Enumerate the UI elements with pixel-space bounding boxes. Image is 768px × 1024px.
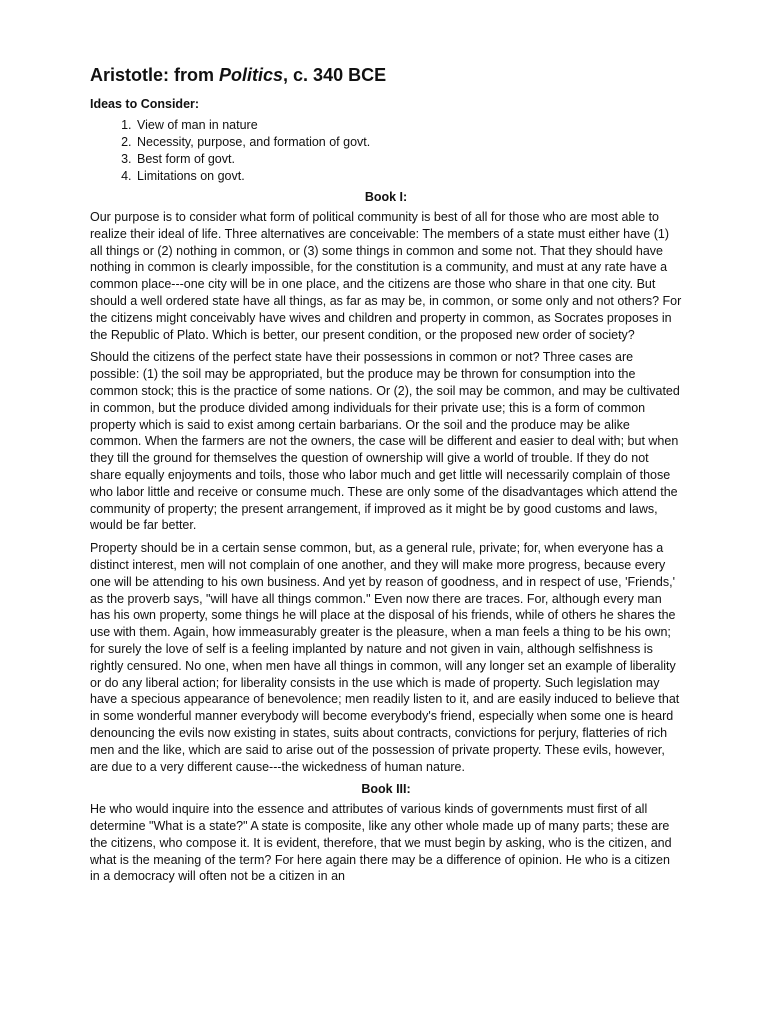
ideas-list-item: 2. Necessity, purpose, and formation of govt. [135, 134, 682, 151]
title-prefix: Aristotle: from [90, 65, 220, 85]
book-1-paragraph: Our purpose is to consider what form of political community is best of all for those who are most able to realize their ideal of life. Three alternatives are conceivable: The members of a state must either have (1) all things or (2) nothing in common, or (3) some things in common and some not. That they should have nothing in common is clearly impossible, for the constitution is a community, and must at any rate have a common place---one city will be in one place, and the citizens are those who share in that one city. But should a well ordered state have all things, as far as may be, in common, or some only and not others? For the citizens might conceivably have wives and children and property in common, as Socrates proposes in the Republic of Plato. Which is better, our present condition, or the proposed new order of society? [90, 210, 682, 342]
book-3-heading: Book III: [361, 782, 411, 797]
title-italic-work: Politics [219, 65, 284, 85]
ideas-list-item: 1. View of man in nature [135, 117, 682, 134]
book-1-paragraph: Should the citizens of the perfect state have their possessions in common or not? Three cases are possible: (1) the soil may be appropriated, but the produce may be thrown for consumption into the common stock; this is the practice of some nations. Or (2), the soil may be common, and may be cultivated in common, but the produce divided among individuals for their private use; this is a form of common property which is said to exist among certain barbarians. Or the soil and the produce may be alike common. When the farmers are not the owners, the case will be different and easier to deal with; but when they till the ground for themselves the question of ownership will give a world of trouble. If they do not share equally enjoyments and toils, those who labor much and get little will necessarily complain of those who labor little and receive or consume much. These are only some of the disadvantages which attend the community of property; the present arrangement, if improved as it might be by good customs and laws, would be far better. [90, 350, 680, 533]
book-3-paragraph: He who would inquire into the essence and attributes of various kinds of governments must first of all determine "What is a state?" A state is composite, like any other whole made up of many parts; these are the citizens, who compose it. It is evident, therefore, that we must begin by asking, who is the citizen, and what is the meaning of the term? For here again there may be a difference of opinion. He who is a citizen in a democracy will often not be a citizen in an [90, 802, 672, 884]
book-1-heading: Book I: [364, 190, 408, 204]
ideas-list [90, 117, 682, 185]
ideas-list-item: 4. Limitations on govt. [135, 168, 682, 185]
ideas-heading: Ideas to Consider: [90, 97, 200, 111]
book-1-paragraph: Property should be in a certain sense common, but, as a general rule, private; for, when everyone has a distinct interest, men will not complain of one another, and they will make more progress, because every one will be attending to his own business. And yet by reason of goodness, and in respect of use, 'Friends,' as the proverb says, "will have all things common." Even now there are traces. For, although every man has his own property, some things he will place at the disposal of his friends, while of others he shares the use with them. Again, how immeasurably greater is the pleasure, when a man feels a thing to be his own; for surely the love of self is a feeling implanted by nature and not given in vain, although selfishness is rightly censured. No one, when men have all things in common, will any longer set an example of liberality or do any liberal action; for liberality consists in the use which is made of property. Such legislation may have a specious appearance of benevolence; men readily listen to it, and are easily induced to believe that in some wonderful manner everybody will become everybody's friend, especially when some one is heard denouncing the evils now existing in states, suits about contracts, convictions for perjury, flatteries of rich men and the like, which are said to arise out of the possession of private property. These evils, however, are due to a very different cause---the wickedness of human nature. [90, 541, 680, 774]
ideas-list-item: 3. Best form of govt. [135, 151, 682, 168]
document-title [90, 64, 682, 86]
title-suffix: , c. 340 BCE [283, 65, 387, 85]
